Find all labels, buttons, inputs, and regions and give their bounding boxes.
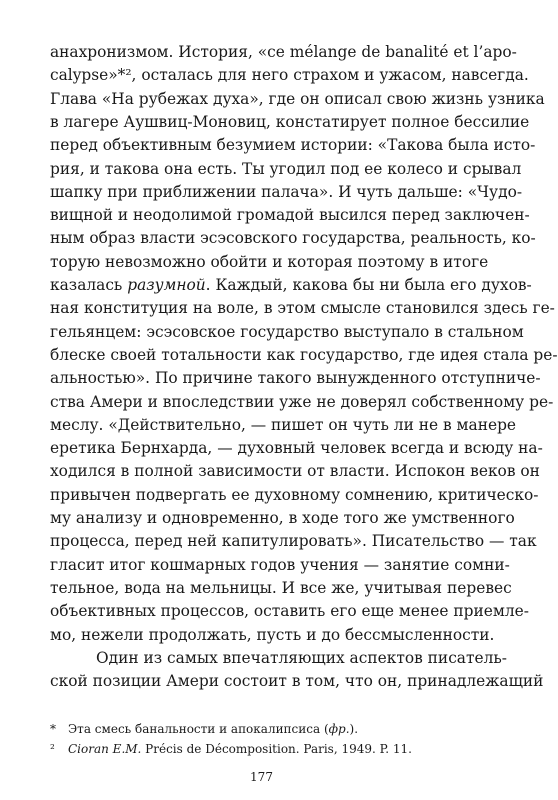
text-line: процесса, перед ней капитулировать». Писательство — так bbox=[50, 532, 537, 551]
text-line: рия, и такова она есть. Ты угодил под ее колесо и срывал bbox=[50, 159, 522, 178]
text-line: ства Амери и впоследствии уже не доверял собственному ре- bbox=[50, 392, 554, 411]
text-line-indented: Один из самых впечатляющих аспектов писатель- bbox=[96, 648, 507, 667]
footnote-author: Cioran E.M. bbox=[68, 742, 142, 756]
page-number: 177 bbox=[250, 770, 273, 784]
text-line: объективных процессов, оставить его еще менее приемле- bbox=[50, 602, 529, 621]
text-line: торую невозможно обойти и которая поэтому в итоге bbox=[50, 252, 489, 271]
text-line: Глава «На рубежах духа», где он описал свою жизнь узника bbox=[50, 89, 545, 108]
text-line: альностью». По причине такого вынужденного отступниче- bbox=[50, 369, 541, 388]
footnote-mark: * bbox=[50, 722, 56, 736]
text-line: ным образ власти эсэсовского государства, реальность, ко- bbox=[50, 229, 536, 248]
text-line: тельное, вода на мельницы. И все же, учитывая перевес bbox=[50, 578, 512, 597]
text-line: гласит итог кошмарных годов учения — занятие сомни- bbox=[50, 555, 510, 574]
italic-word: разумной bbox=[127, 276, 206, 294]
text-line: в лагере Аушвиц-Моновиц, констатирует полное бессилие bbox=[50, 112, 530, 131]
footnote-mark: ² bbox=[50, 742, 55, 756]
text-line: ской позиции Амери состоит в том, что он, принадлежащий bbox=[50, 672, 544, 691]
footnote-italic: фр. bbox=[328, 722, 350, 736]
text-line: блеске своей тотальности как государство, где идея стала ре- bbox=[50, 345, 558, 364]
text-line: вищной и неодолимой громадой высился перед заключен- bbox=[50, 206, 530, 225]
text-line: ходился в полной зависимости от власти. Испокон веков он bbox=[50, 462, 540, 481]
text-line: анахронизмом. История, «ce mélange de banalité et l’apo- bbox=[50, 43, 517, 61]
text-line: меслу. «Действительно, — пишет он чуть ли не в манере bbox=[50, 415, 517, 434]
text-line: calypse»*², осталась для него страхом и ужасом, навсегда. bbox=[50, 66, 529, 85]
text-line bbox=[50, 273, 532, 297]
text-run: . Каждый, какова бы ни была его духов- bbox=[205, 276, 532, 294]
footnote-text-end: ). bbox=[349, 722, 359, 736]
text-line: мо, нежели продолжать, пусть и до бессмысленности. bbox=[50, 625, 495, 644]
footnote-text: Эта смесь банальности и апокалипсиса ( bbox=[68, 722, 329, 736]
footnote-1 bbox=[50, 720, 474, 738]
text-line: ная конституция на воле, в этом смысле становился здесь ге- bbox=[50, 299, 555, 318]
text-line: привычен подвергать ее духовному сомнению, критическо- bbox=[50, 485, 539, 504]
text-line: му анализу и одновременно, в ходе того же умственного bbox=[50, 509, 515, 527]
footnote-2 bbox=[50, 740, 474, 758]
text-line: еретика Бернхарда, — духовный человек всегда и всюду на- bbox=[50, 439, 543, 458]
footnote-text: Précis de Décomposition. Paris, 1949. P. 11. bbox=[141, 742, 412, 756]
text-run: казалась bbox=[50, 276, 128, 294]
text-line: шапку при приближении палача». И чуть дальше: «Чудо- bbox=[50, 182, 523, 201]
text-line: гельянцем: эсэсовское государство выступало в стальном bbox=[50, 322, 524, 341]
text-line: перед объективным безумием истории: «Такова была исто- bbox=[50, 136, 536, 155]
